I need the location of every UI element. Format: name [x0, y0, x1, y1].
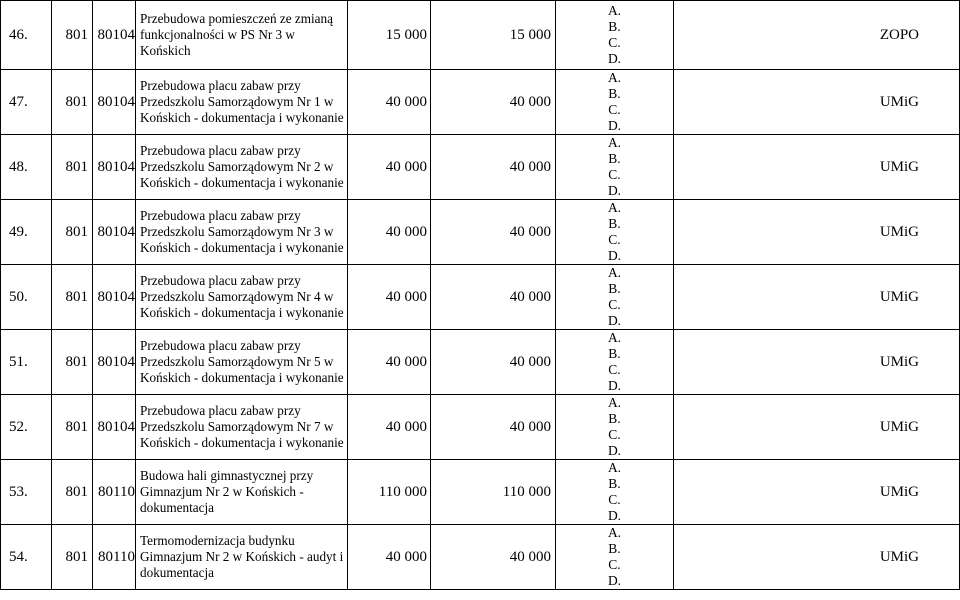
rozdzial-code: 80104 — [93, 395, 136, 460]
year-limit: 40 000 — [431, 265, 556, 330]
table-row — [1, 1, 960, 70]
dzial-code: 801 — [52, 265, 93, 330]
rozdzial-code: 80110 — [93, 525, 136, 590]
responsible-unit: UMiG — [674, 265, 960, 330]
funding-source-a: A. — [607, 460, 622, 475]
rozdzial-code: 80104 — [93, 1, 136, 70]
funding-source-d: D. — [607, 443, 622, 458]
table-row — [1, 330, 960, 395]
funding-source-d: D. — [607, 508, 622, 523]
row-number: 51. — [1, 330, 52, 395]
responsible-unit: ZOPO — [674, 1, 960, 70]
table-row — [1, 525, 960, 590]
row-number: 47. — [1, 70, 52, 135]
funding-sources — [556, 460, 674, 525]
funding-sources — [556, 525, 674, 590]
dzial-code: 801 — [52, 525, 93, 590]
total-cost: 40 000 — [348, 525, 431, 590]
task-name: Przebudowa placu zabaw przy Przedszkolu Samorządowym Nr 1 w Końskich - dokumentacja i wykonanie — [136, 70, 348, 135]
responsible-unit: UMiG — [674, 330, 960, 395]
task-name: Przebudowa placu zabaw przy Przedszkolu Samorządowym Nr 7 w Końskich - dokumentacja i wykonanie — [136, 395, 348, 460]
dzial-code: 801 — [52, 70, 93, 135]
funding-source-b: B. — [608, 86, 621, 101]
total-cost: 40 000 — [348, 330, 431, 395]
funding-source-b: B. — [608, 541, 621, 556]
year-limit: 40 000 — [431, 70, 556, 135]
responsible-unit: UMiG — [674, 70, 960, 135]
funding-source-d: D. — [607, 573, 622, 588]
funding-source-d: D. — [607, 51, 622, 66]
year-limit: 40 000 — [431, 330, 556, 395]
responsible-unit: UMiG — [674, 525, 960, 590]
rozdzial-code: 80104 — [93, 265, 136, 330]
funding-source-b: B. — [608, 216, 621, 231]
row-number: 50. — [1, 265, 52, 330]
funding-source-c: C. — [608, 232, 621, 247]
dzial-code: 801 — [52, 1, 93, 70]
rozdzial-code: 80110 — [93, 460, 136, 525]
funding-source-b: B. — [608, 411, 621, 426]
rozdzial-code: 80104 — [93, 330, 136, 395]
funding-source-a: A. — [607, 135, 622, 150]
table-row — [1, 135, 960, 200]
task-name: Budowa hali gimnastycznej przy Gimnazjum Nr 2 w Końskich - dokumentacja — [136, 460, 348, 525]
funding-sources — [556, 200, 674, 265]
funding-source-b: B. — [608, 476, 621, 491]
row-number: 53. — [1, 460, 52, 525]
dzial-code: 801 — [52, 460, 93, 525]
total-cost: 15 000 — [348, 1, 431, 70]
funding-source-a: A. — [607, 3, 622, 18]
funding-sources — [556, 135, 674, 200]
funding-source-a: A. — [607, 200, 622, 215]
funding-sources — [556, 330, 674, 395]
year-limit: 40 000 — [431, 200, 556, 265]
funding-sources — [556, 395, 674, 460]
row-number: 49. — [1, 200, 52, 265]
funding-source-c: C. — [608, 492, 621, 507]
responsible-unit: UMiG — [674, 135, 960, 200]
total-cost: 40 000 — [348, 70, 431, 135]
funding-sources — [556, 70, 674, 135]
funding-source-d: D. — [607, 118, 622, 133]
funding-source-b: B. — [608, 346, 621, 361]
total-cost: 40 000 — [348, 135, 431, 200]
task-name: Przebudowa placu zabaw przy Przedszkolu Samorządowym Nr 5 w Końskich - dokumentacja i wykonanie — [136, 330, 348, 395]
funding-source-d: D. — [607, 378, 622, 393]
table-row — [1, 265, 960, 330]
year-limit: 15 000 — [431, 1, 556, 70]
row-number: 48. — [1, 135, 52, 200]
total-cost: 40 000 — [348, 200, 431, 265]
funding-source-c: C. — [608, 427, 621, 442]
funding-source-a: A. — [607, 330, 622, 345]
row-number: 54. — [1, 525, 52, 590]
year-limit: 40 000 — [431, 395, 556, 460]
funding-source-d: D. — [607, 183, 622, 198]
responsible-unit: UMiG — [674, 395, 960, 460]
funding-source-c: C. — [608, 362, 621, 377]
dzial-code: 801 — [52, 200, 93, 265]
funding-source-b: B. — [608, 281, 621, 296]
dzial-code: 801 — [52, 330, 93, 395]
total-cost: 110 000 — [348, 460, 431, 525]
funding-source-d: D. — [607, 248, 622, 263]
funding-source-c: C. — [608, 557, 621, 572]
funding-source-c: C. — [608, 167, 621, 182]
year-limit: 110 000 — [431, 460, 556, 525]
task-name: Przebudowa placu zabaw przy Przedszkolu Samorządowym Nr 3 w Końskich - dokumentacja i wykonanie — [136, 200, 348, 265]
funding-source-c: C. — [608, 35, 621, 50]
responsible-unit: UMiG — [674, 200, 960, 265]
funding-source-c: C. — [608, 297, 621, 312]
year-limit: 40 000 — [431, 135, 556, 200]
table-row — [1, 200, 960, 265]
table-row — [1, 70, 960, 135]
dzial-code: 801 — [52, 135, 93, 200]
funding-sources — [556, 1, 674, 70]
table-row — [1, 460, 960, 525]
funding-source-a: A. — [607, 70, 622, 85]
task-name: Przebudowa placu zabaw przy Przedszkolu Samorządowym Nr 4 w Końskich - dokumentacja i wykonanie — [136, 265, 348, 330]
rozdzial-code: 80104 — [93, 135, 136, 200]
funding-source-b: B. — [608, 19, 621, 34]
responsible-unit: UMiG — [674, 460, 960, 525]
task-name: Przebudowa pomieszczeń ze zmianą funkcjonalności w PS Nr 3 w Końskich — [136, 1, 348, 70]
dzial-code: 801 — [52, 395, 93, 460]
funding-source-a: A. — [607, 395, 622, 410]
rozdzial-code: 80104 — [93, 200, 136, 265]
funding-sources — [556, 265, 674, 330]
row-number: 46. — [1, 1, 52, 70]
funding-source-a: A. — [607, 265, 622, 280]
funding-source-b: B. — [608, 151, 621, 166]
rozdzial-code: 80104 — [93, 70, 136, 135]
task-name: Termomodernizacja budynku Gimnazjum Nr 2 w Końskich - audyt i dokumentacja — [136, 525, 348, 590]
total-cost: 40 000 — [348, 265, 431, 330]
funding-source-d: D. — [607, 313, 622, 328]
table-body — [1, 1, 960, 590]
row-number: 52. — [1, 395, 52, 460]
funding-source-a: A. — [607, 525, 622, 540]
task-name: Przebudowa placu zabaw przy Przedszkolu Samorządowym Nr 2 w Końskich - dokumentacja i wykonanie — [136, 135, 348, 200]
table-row — [1, 395, 960, 460]
total-cost: 40 000 — [348, 395, 431, 460]
funding-source-c: C. — [608, 102, 621, 117]
year-limit: 40 000 — [431, 525, 556, 590]
